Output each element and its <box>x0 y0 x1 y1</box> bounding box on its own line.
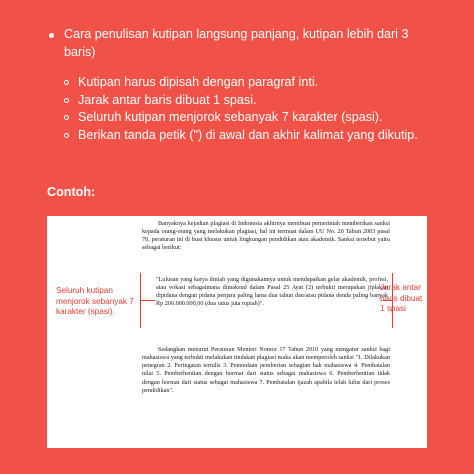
after-paragraph <box>142 340 390 401</box>
hollow-circle-icon <box>64 115 69 120</box>
block-quote: "Lulusan yang karya ilmiah yang digunakannya untuk mendapatkan gelar akademik, profesi, atau vokasi sebagaimana dimaksud dalam Pasal 25 Ayat (2) terbukti merupakan jiplakan dipidana dengan pidana penjara paling lama dua tahun dan/atau pidana denda paling banyak Rp 200.000.000,00 (dua ratus juta rupiah)". <box>156 276 388 308</box>
sub-bullet-text: Kutipan harus dipisah dengan paragraf inti. <box>78 75 319 89</box>
main-bullet <box>47 26 437 61</box>
hollow-circle-icon <box>64 98 69 103</box>
bullet-dot-icon <box>49 33 54 38</box>
sub-bullet-item <box>64 109 437 127</box>
indent-arrow-line <box>141 300 155 301</box>
sub-bullet-item <box>64 127 437 145</box>
sub-bullet-text: Berikan tanda petik (") di awal dan akhir kalimat yang dikutip. <box>78 127 418 142</box>
hollow-circle-icon <box>64 80 69 85</box>
contoh-heading: Contoh: <box>47 185 96 199</box>
main-bullet-text: Cara penulisan kutipan langsung panjang, kutipan lebih dari 3 baris) <box>64 27 409 59</box>
sub-bullet-item <box>64 92 437 110</box>
sub-bullet-item <box>64 74 437 92</box>
intro-paragraph <box>142 220 390 252</box>
hollow-circle-icon <box>64 133 69 138</box>
intro-text: Banyaknya kejadian plagiasi di Indonesia akhirnya membuat pemerintah memberikan sanksi kepada orang-orang yang melakukan plagiasi, hal ini termuat dalam UU No. 20 Tahun 2003 pasal 70, peraturan ini di buat khusus untuk lingkungan pendidikan atau akademik. Sanksi tersebut yaitu sebagai berikut: <box>142 220 390 252</box>
sub-bullet-text: Seluruh kutipan menjorok sebanyak 7 karakter (spasi). <box>78 110 383 124</box>
indent-annotation: Seluruh kutipan menjorok sebanyak 7 karakter (spasi). <box>56 286 134 316</box>
sub-bullet-list <box>47 74 437 144</box>
sub-bullet-text: Jarak antar baris dibuat 1 spasi. <box>78 92 257 107</box>
after-text: Sedangkan menurut Peraturan Menteri Nomor 17 Tahun 2010 yang mengatur sanksi bagi mahasiswa yang terbukti melakukan tindakan plagiasi maka akan memperoleh sanksi "1. Dilakukan penegran 2. Peringatan tertulis 3. Penundaan pemberian sebagian hak mahasiswa 4. Pembatalan nilai 5. Pemberhentian dengan hormat dari status sebagai mahasiswa 6. Pemberhentian tidak dengan hormat dari status sebagai mahasiswa 7. Pembatalan ijazah apabila telah lulus dari proses pendidikan". <box>142 346 390 394</box>
example-document <box>47 216 427 448</box>
spacing-annotation: Jarak antar baris dibuat 1 spasi <box>380 283 423 313</box>
bullet-section <box>47 26 437 144</box>
